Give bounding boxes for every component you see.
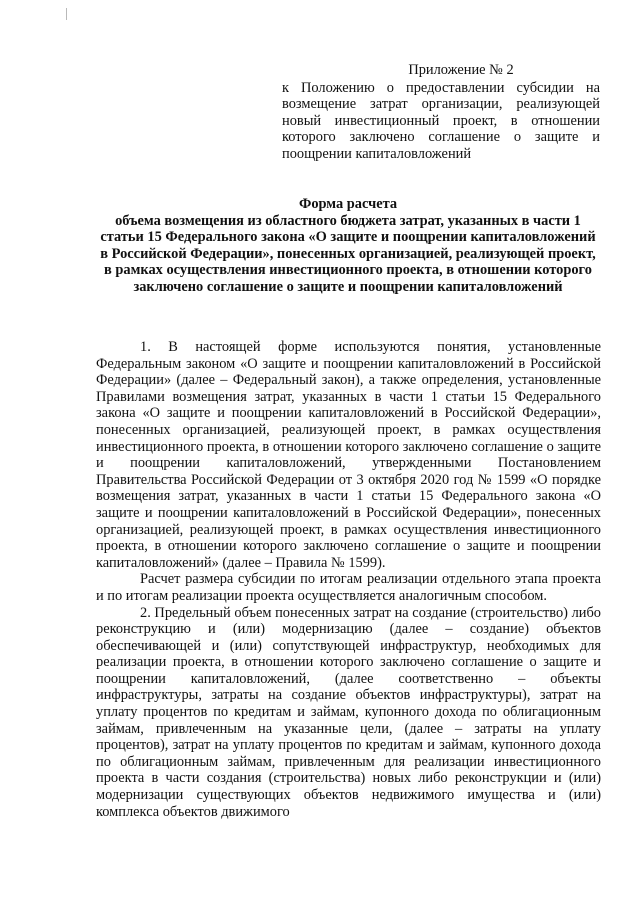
form-subtitle: объема возмещения из областного бюджета затрат, указанных в части 1 статьи 15 Федерального закона «О защите и поощрении капиталовложений в Российской Федерации», понесенных организацией, реализующей проект, в рамках осуществления инвестиционного проекта, в отношении которого заключено соглашение о защите и поощрении капиталовложений (100, 212, 596, 295)
scan-artifact (66, 8, 67, 20)
form-title: Форма расчета (298, 196, 398, 212)
document-body (96, 339, 601, 820)
appendix-block (282, 62, 600, 163)
appendix-reference: к Положению о предоставлении субсидии на возмещение затрат организации, реализующей новый инвестиционный проект, в отношении которого заключено соглашение о защите и поощрении капиталовложений (282, 79, 600, 162)
form-heading (96, 196, 600, 296)
appendix-title: Приложение № 2 (408, 62, 514, 78)
paragraph-3: 2. Предельный объем понесенных затрат на создание (строительство) либо реконструкцию и (или) модернизацию (далее – создание) объектов обеспечивающей и (или) сопутствующей инфраструктур, необходимых для реализации проекта, в отношении которого заключено соглашение о защите и поощрении капиталовложений, (далее соответственно – объекты инфраструктуры, затраты на создание объектов инфраструктуры), затрат на уплату процентов по кредитам и займам, купонного дохода по облигационным займам, привлеченным на указанные цели, (далее – затраты на уплату процентов), затрат на уплату процентов по кредитам и займам, купонного дохода по облигационным займам, привлеченным для реализации инвестиционного проекта в части создания (строительства) новых либо реконструкции и (или) модернизации существующих объектов недвижимого имущества и (или) комплекса объектов движимого (96, 604, 601, 820)
paragraph-2: Расчет размера субсидии по итогам реализации отдельного этапа проекта и по итогам реализации проекта осуществляется аналогичным способом. (96, 571, 601, 604)
paragraph-1: 1. В настоящей форме используются понятия, установленные Федеральным законом «О защите и поощрении капиталовложений в Российской Федерации» (далее – Федеральный закон), а также определения, установленные Правилами возмещения затрат, указанных в части 1 статьи 15 Федерального закона «О защите и поощрении капиталовложений в Российской Федерации», понесенных организацией, реализующей проект, в рамках осуществления инвестиционного проекта, в отношении которого заключено соглашение о защите и поощрении капиталовложений, утвержденными Постановлением Правительства Российской Федерации от 3 октября 2020 год № 1599 «О порядке возмещения затрат, указанных в части 1 статьи 15 Федерального закона «О защите и поощрении капиталовложений в Российской Федерации», понесенных организацией, реализующей проект, в рамках осуществления инвестиционного проекта, в отношении которого заключено соглашение о защите и поощрении капиталовложений» (далее – Правила № 1599). (96, 339, 601, 571)
